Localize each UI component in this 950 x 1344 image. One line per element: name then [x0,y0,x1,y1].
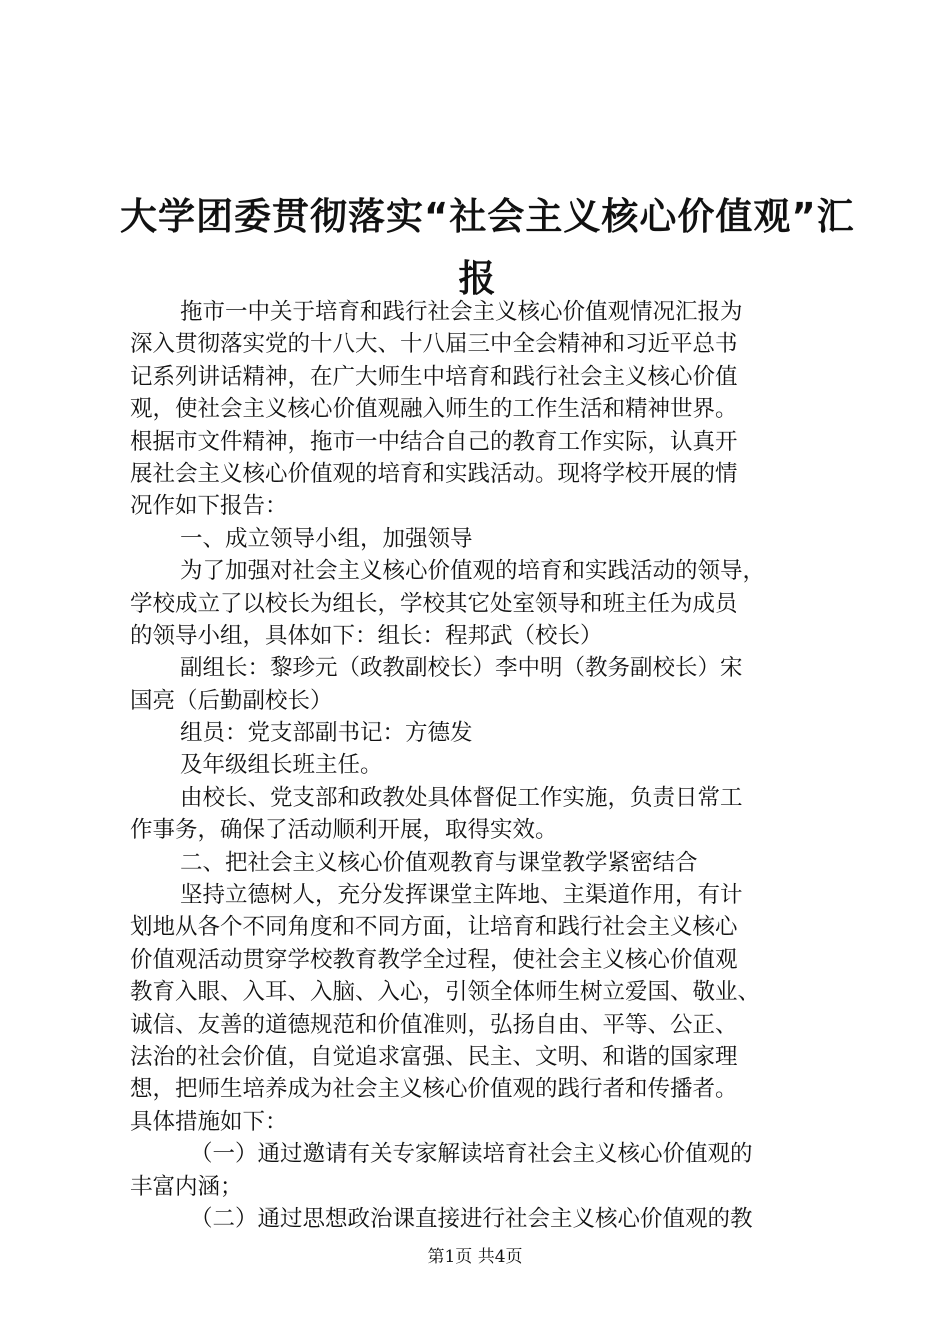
document-body [130,296,830,1235]
body-line: 记系列讲话精神，在广大师生中培育和践行社会主义核心价值 [130,363,738,390]
body-line: 划地从各个不同角度和不同方面，让培育和践行社会主义核心 [130,914,738,941]
body-line: 学校成立了以校长为组长，学校其它处室领导和班主任为成员 [130,590,738,617]
section-heading-2: 二、把社会主义核心价值观教育与课堂教学紧密结合 [180,849,698,876]
body-line: 想，把师生培养成为社会主义核心价值观的践行者和传播者。 [130,1076,738,1103]
body-line: 观，使社会主义核心价值观融入师生的工作生活和精神世界。 [130,396,738,423]
document-title-line-2: 报 [458,257,497,300]
document-title-line-1: 大学团委贯彻落实“社会主义核心价值观”汇 [120,195,855,238]
body-line: 及年级组长班主任。 [180,752,383,779]
body-line: 展社会主义核心价值观的培育和实践活动。现将学校开展的情 [130,460,738,487]
body-line: 价值观活动贯穿学校教育教学全过程，使社会主义核心价值观 [130,946,738,973]
list-item-2: （二）通过思想政治课直接进行社会主义核心价值观的教 [190,1205,753,1232]
body-line: 根据市文件精神，拖市一中结合自己的教育工作实际，认真开 [130,428,738,455]
list-item-1: （一）通过邀请有关专家解读培育社会主义核心价值观的 [190,1141,753,1168]
body-line: 坚持立德树人，充分发挥课堂主阵地、主渠道作用，有计 [180,882,743,909]
body-line: 深入贯彻落实党的十八大、十八届三中全会精神和习近平总书 [130,331,738,358]
body-line: 的领导小组，具体如下：组长：程邦武（校长） [130,622,603,649]
body-line: 组员：党支部副书记：方德发 [180,720,473,747]
body-line: 为了加强对社会主义核心价值观的培育和实践活动的领导， [180,558,766,585]
body-line: 教育入眼、入耳、入脑、入心，引领全体师生树立爱国、敬业、 [130,979,761,1006]
body-line: 副组长：黎珍元（政教副校长）李中明（教务副校长）宋 [180,655,743,682]
body-line: 具体措施如下： [130,1108,288,1135]
body-line: 诚信、友善的道德规范和价值准则，弘扬自由、平等、公正、 [130,1011,738,1038]
body-line: 法治的社会价值，自觉追求富强、民主、文明、和谐的国家理 [130,1043,738,1070]
body-line: 国亮（后勤副校长） [130,687,333,714]
body-line: 由校长、党支部和政教处具体督促工作实施，负责日常工 [180,784,743,811]
page-number-footer: 第1页 共4页 [427,1247,523,1267]
body-line: 作事务，确保了活动顺利开展，取得实效。 [130,817,558,844]
section-heading-1: 一、成立领导小组，加强领导 [180,525,473,552]
body-line: 拖市一中关于培育和践行社会主义核心价值观情况汇报为 [180,299,743,325]
body-line: 丰富内涵； [130,1173,243,1200]
body-line: 况作如下报告： [130,493,288,520]
